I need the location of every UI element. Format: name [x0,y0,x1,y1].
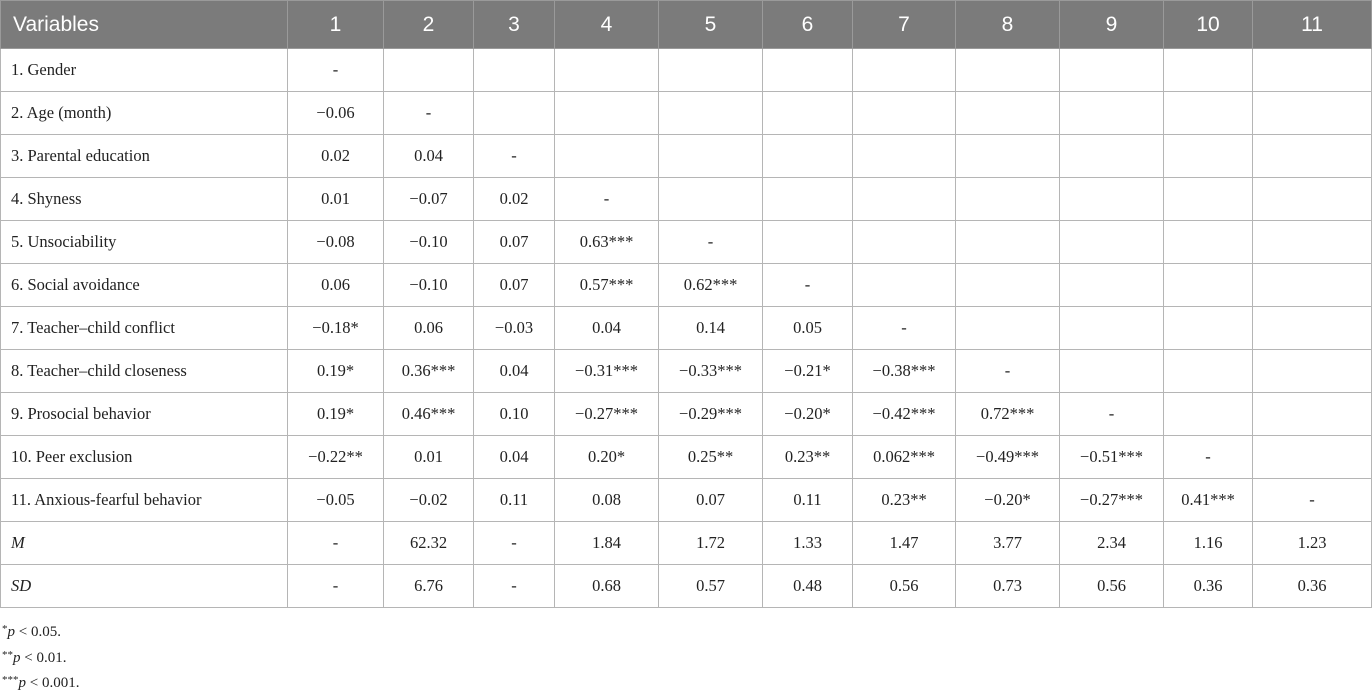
table-cell: 1.23 [1253,522,1372,565]
footnote-marker: *** [2,674,19,686]
table-cell [853,49,956,92]
table-cell: 0.01 [288,178,384,221]
table-cell: 0.36 [1253,565,1372,608]
table-cell: 0.07 [659,479,763,522]
row-variable-label: M [1,522,288,565]
table-cell [853,264,956,307]
table-cell [659,178,763,221]
table-cell [763,92,853,135]
table-cell [1164,307,1253,350]
table-cell: - [1253,479,1372,522]
table-cell [659,135,763,178]
table-cell [555,49,659,92]
table-cell: −0.10 [384,221,474,264]
table-cell [956,221,1060,264]
header-col-11: 11 [1253,1,1372,49]
row-variable-label: 8. Teacher–child closeness [1,350,288,393]
table-cell: 0.05 [763,307,853,350]
table-cell: - [474,135,555,178]
table-row [1,436,1372,479]
row-variable-label: 7. Teacher–child conflict [1,307,288,350]
table-cell [1253,221,1372,264]
table-cell: 0.36 [1164,565,1253,608]
table-cell: 0.68 [555,565,659,608]
footnote-marker: * [2,623,8,635]
table-cell [763,135,853,178]
table-row [1,178,1372,221]
table-cell [1060,264,1164,307]
header-col-6: 6 [763,1,853,49]
table-cell [1253,393,1372,436]
table-cell: 0.57*** [555,264,659,307]
table-row [1,522,1372,565]
footnote-p: p [13,649,21,666]
table-row [1,350,1372,393]
table-cell: 0.25** [659,436,763,479]
table-cell: −0.21* [763,350,853,393]
table-cell: - [1060,393,1164,436]
table-cell: −0.27*** [555,393,659,436]
footnote-p: p [7,624,15,640]
table-cell [1253,92,1372,135]
table-cell: 1.72 [659,522,763,565]
table-cell: 0.36*** [384,350,474,393]
table-cell: 0.10 [474,393,555,436]
table-cell: −0.27*** [1060,479,1164,522]
table-cell: 1.16 [1164,522,1253,565]
table-cell [853,178,956,221]
table-cell: 1.84 [555,522,659,565]
table-cell: 0.63*** [555,221,659,264]
table-cell: 0.56 [853,565,956,608]
table-cell: −0.51*** [1060,436,1164,479]
footnote-3 [2,669,79,695]
row-variable-label: SD [1,565,288,608]
table-cell: 6.76 [384,565,474,608]
table-cell: - [659,221,763,264]
table-cell: 0.04 [555,307,659,350]
table-cell: −0.42*** [853,393,956,436]
table-cell [1164,178,1253,221]
footnote-text: < 0.05. [15,624,61,640]
table-cell: −0.31*** [555,350,659,393]
table-cell: - [763,264,853,307]
table-cell [1253,436,1372,479]
table-cell: 0.06 [384,307,474,350]
table-cell [1060,178,1164,221]
table-cell [1253,350,1372,393]
table-cell: 3.77 [956,522,1060,565]
table-cell: 0.20* [555,436,659,479]
row-variable-label: 6. Social avoidance [1,264,288,307]
table-cell [956,135,1060,178]
table-cell: 0.062*** [853,436,956,479]
table-cell: 1.33 [763,522,853,565]
table-cell: −0.20* [956,479,1060,522]
table-cell: 0.62*** [659,264,763,307]
table-cell: 0.01 [384,436,474,479]
header-col-2: 2 [384,1,474,49]
table-cell [1164,92,1253,135]
table-row [1,49,1372,92]
header-col-7: 7 [853,1,956,49]
table-cell [474,49,555,92]
row-variable-label: 4. Shyness [1,178,288,221]
table-cell: 62.32 [384,522,474,565]
table-cell [956,49,1060,92]
row-variable-label: 9. Prosocial behavior [1,393,288,436]
table-row [1,479,1372,522]
table-cell: 0.02 [288,135,384,178]
table-cell [763,178,853,221]
footnote-text: < 0.01. [20,649,67,666]
table-cell: - [1164,436,1253,479]
table-cell: 0.72*** [956,393,1060,436]
table-cell: 1.47 [853,522,956,565]
table-cell: 0.07 [474,264,555,307]
table-cell [1164,49,1253,92]
table-cell [1253,307,1372,350]
table-cell: - [555,178,659,221]
table-cell [384,49,474,92]
table-cell: −0.08 [288,221,384,264]
table-cell [956,264,1060,307]
table-row [1,92,1372,135]
table-cell: - [474,565,555,608]
header-col-4: 4 [555,1,659,49]
table-cell: −0.02 [384,479,474,522]
table-cell [1060,221,1164,264]
row-variable-label: 3. Parental education [1,135,288,178]
table-cell [956,307,1060,350]
footnote-text: < 0.001. [26,675,80,691]
table-cell [956,92,1060,135]
table-cell [956,178,1060,221]
table-cell [1253,178,1372,221]
footnote-2 [2,644,79,670]
table-cell [659,49,763,92]
table-cell: 0.73 [956,565,1060,608]
table-cell [1253,135,1372,178]
table-cell: - [853,307,956,350]
table-header-row [1,1,1372,49]
footnote-p: p [18,675,26,691]
table-row [1,393,1372,436]
header-col-5: 5 [659,1,763,49]
table-cell [1253,264,1372,307]
table-row [1,264,1372,307]
table-cell [853,221,956,264]
table-cell: −0.29*** [659,393,763,436]
table-cell: 0.23** [853,479,956,522]
table-cell [555,135,659,178]
table-cell: 0.19* [288,350,384,393]
table-cell: −0.07 [384,178,474,221]
row-variable-label: 10. Peer exclusion [1,436,288,479]
table-cell: 0.04 [474,436,555,479]
table-cell: −0.03 [474,307,555,350]
table-cell [763,49,853,92]
table-cell [1060,350,1164,393]
table-cell [1164,393,1253,436]
table-cell: −0.06 [288,92,384,135]
table-cell: 0.08 [555,479,659,522]
table-cell [1164,221,1253,264]
table-cell [1164,264,1253,307]
table-row [1,135,1372,178]
table-cell: - [474,522,555,565]
table-cell [474,92,555,135]
table-cell: 0.19* [288,393,384,436]
table-cell: −0.20* [763,393,853,436]
table-cell [1060,307,1164,350]
header-col-1: 1 [288,1,384,49]
table-cell: −0.38*** [853,350,956,393]
table-cell [763,221,853,264]
table-cell: 0.56 [1060,565,1164,608]
table-cell: 0.11 [763,479,853,522]
header-col-10: 10 [1164,1,1253,49]
header-variables: Variables [1,1,288,49]
table-footnotes [2,618,79,695]
table-cell: −0.22** [288,436,384,479]
table-cell: - [384,92,474,135]
table-cell: 0.02 [474,178,555,221]
table-cell: 0.07 [474,221,555,264]
table-cell: 0.41*** [1164,479,1253,522]
table-cell: 0.04 [384,135,474,178]
row-variable-label: 5. Unsociability [1,221,288,264]
table-row [1,307,1372,350]
table-cell [555,92,659,135]
row-variable-label: 11. Anxious-fearful behavior [1,479,288,522]
table-cell: 0.57 [659,565,763,608]
table-cell: 0.46*** [384,393,474,436]
table-row [1,565,1372,608]
table-cell: 0.48 [763,565,853,608]
row-variable-label: 1. Gender [1,49,288,92]
table-cell [1060,49,1164,92]
footnote-marker: ** [2,648,13,661]
table-cell: −0.33*** [659,350,763,393]
row-variable-label: 2. Age (month) [1,92,288,135]
table-cell [853,92,956,135]
table-body [1,49,1372,608]
footnote-1 [2,618,79,644]
table-cell: - [288,522,384,565]
table-cell [1164,350,1253,393]
table-cell: - [956,350,1060,393]
table-cell [1060,92,1164,135]
table-cell [1060,135,1164,178]
table-cell: 0.04 [474,350,555,393]
table-cell: 0.23** [763,436,853,479]
table-cell [1164,135,1253,178]
table-cell: - [288,565,384,608]
table-cell [659,92,763,135]
table-cell: 0.06 [288,264,384,307]
table-cell: 0.14 [659,307,763,350]
table-cell: −0.49*** [956,436,1060,479]
table-cell: −0.05 [288,479,384,522]
table-cell [1253,49,1372,92]
table-cell: - [288,49,384,92]
table-cell [853,135,956,178]
table-cell: 0.11 [474,479,555,522]
table-row [1,221,1372,264]
table-cell: 2.34 [1060,522,1164,565]
header-col-8: 8 [956,1,1060,49]
table-cell: −0.10 [384,264,474,307]
table-cell: −0.18* [288,307,384,350]
header-col-3: 3 [474,1,555,49]
header-col-9: 9 [1060,1,1164,49]
